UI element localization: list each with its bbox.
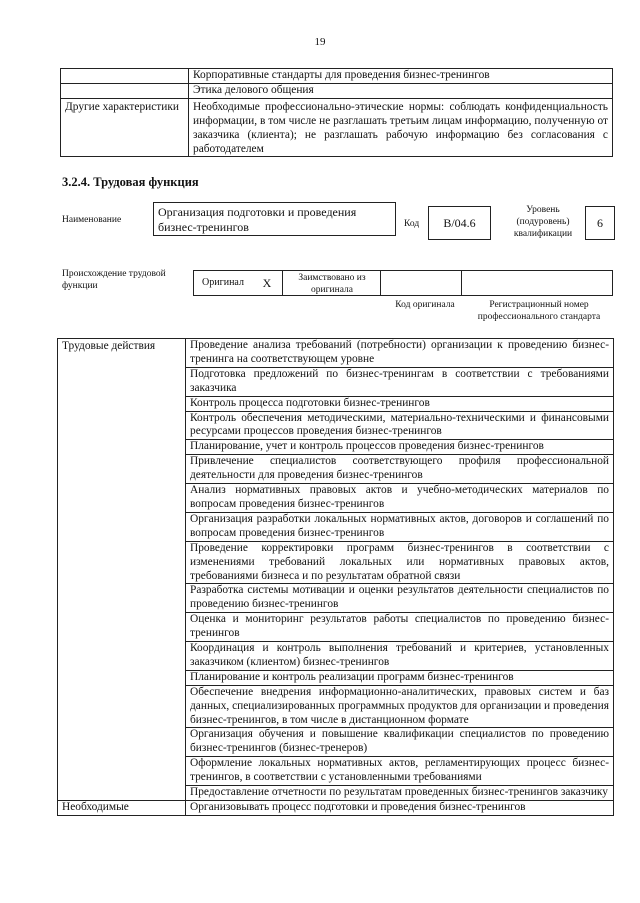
- list-item: Обеспечение внедрения информационно-аналитических, правовых систем и баз данных, специализированных программных продуктов для организации и проведения бизнес-тренингов, в том числе в дистанционном формате: [186, 685, 614, 728]
- table-row: [58, 801, 614, 816]
- list-item: Подготовка предложений по бизнес-тренингам в соответствии с требованиями заказчика: [186, 367, 614, 396]
- list-item: Контроль процесса подготовки бизнес-тренингов: [186, 396, 614, 411]
- original-code-cell: [380, 271, 462, 295]
- code-value: B/04.6: [428, 206, 491, 240]
- labor-actions-label: Трудовые действия: [58, 339, 186, 801]
- origin-label: Происхождение трудовой функции: [62, 269, 166, 291]
- list-item: Оценка и мониторинг результатов работы специалистов по проведению бизнес-тренингов: [186, 613, 614, 642]
- list-item: Проведение корректировки программ бизнес-тренингов в соответствии с изменениями требований локальных или нормативных правовых актов, требованиями бизнеса и по результатам обратной связи: [186, 541, 614, 584]
- list-item: Контроль обеспечения методическими, материально-техническими и финансовыми ресурсами процессов проведения бизнес-тренингов: [186, 411, 614, 440]
- row-value: Необходимые профессионально-этические нормы: соблюдать конфиденциальность информации, в том числе не разглашать третьим лицам информацию, полученную от заказчика (клиента); не разглашать рабочую информацию без согласования с работодателем: [189, 98, 613, 157]
- row-label: [61, 69, 189, 84]
- table-row: [61, 98, 613, 157]
- row-label: [61, 83, 189, 98]
- list-item: Координация и контроль выполнения требований и критериев, установленных заказчиком (клиентом) бизнес-тренингов: [186, 642, 614, 671]
- original-mark: X: [252, 271, 283, 295]
- table-row: [61, 69, 613, 84]
- function-name-value: Организация подготовки и проведения бизнес-тренингов: [153, 202, 396, 236]
- name-label: Наименование: [62, 215, 122, 225]
- row-value: Корпоративные стандарты для проведения бизнес-тренингов: [189, 69, 613, 84]
- row-label: Другие характеристики: [61, 98, 189, 157]
- original-label: Оригинал: [202, 277, 244, 288]
- row-value: Этика делового общения: [189, 83, 613, 98]
- origin-box: [193, 270, 613, 296]
- list-item: Анализ нормативных правовых актов и учебно-методических материалов по вопросам проведения бизнес-тренингов: [186, 484, 614, 513]
- list-item: Организация обучения и повышение квалификации специалистов по проведению бизнес-тренингов (бизнес-тренеров): [186, 728, 614, 757]
- level-value: 6: [585, 206, 615, 240]
- page-number: 19: [314, 36, 326, 48]
- code-label: Код: [404, 219, 420, 229]
- skills-label: Необходимые: [58, 801, 186, 816]
- list-item: Планирование, учет и контроль процессов проведения бизнес-тренингов: [186, 440, 614, 455]
- characteristics-table: [60, 68, 613, 157]
- labor-actions-table: [57, 338, 614, 816]
- borrowed-label: Заимствовано из оригинала: [298, 273, 366, 295]
- list-item: Разработка системы мотивации и оценки результатов деятельности специалистов по проведению бизнес-тренингов: [186, 584, 614, 613]
- list-item: Организовывать процесс подготовки и проведения бизнес-тренингов: [186, 801, 614, 816]
- list-item: Предоставление отчетности по результатам проведенных бизнес-тренингов заказчику: [186, 786, 614, 801]
- list-item: Проведение анализа требований (потребности) организации к проведению бизнес-тренинга на соответствующем уровне: [186, 339, 614, 368]
- list-item: Оформление локальных нормативных актов, регламентирующих процесс бизнес-тренингов, в соответствии с установленными требованиями: [186, 757, 614, 786]
- level-label: Уровень (подуровень) квалификации: [513, 205, 573, 239]
- list-item: Организация разработки локальных нормативных актов, договоров и соглашений по вопросам проведения бизнес-тренингов: [186, 512, 614, 541]
- table-row: [61, 83, 613, 98]
- table-row: [58, 339, 614, 368]
- section-title: 3.2.4. Трудовая функция: [62, 175, 199, 189]
- reg-caption: Регистрационный номер профессионального стандарта: [477, 300, 601, 322]
- list-item: Планирование и контроль реализации программ бизнес-тренингов: [186, 670, 614, 685]
- list-item: Привлечение специалистов соответствующего профиля профессиональной деятельности для проведения бизнес-тренингов: [186, 455, 614, 484]
- code-caption: Код оригинала: [395, 300, 455, 310]
